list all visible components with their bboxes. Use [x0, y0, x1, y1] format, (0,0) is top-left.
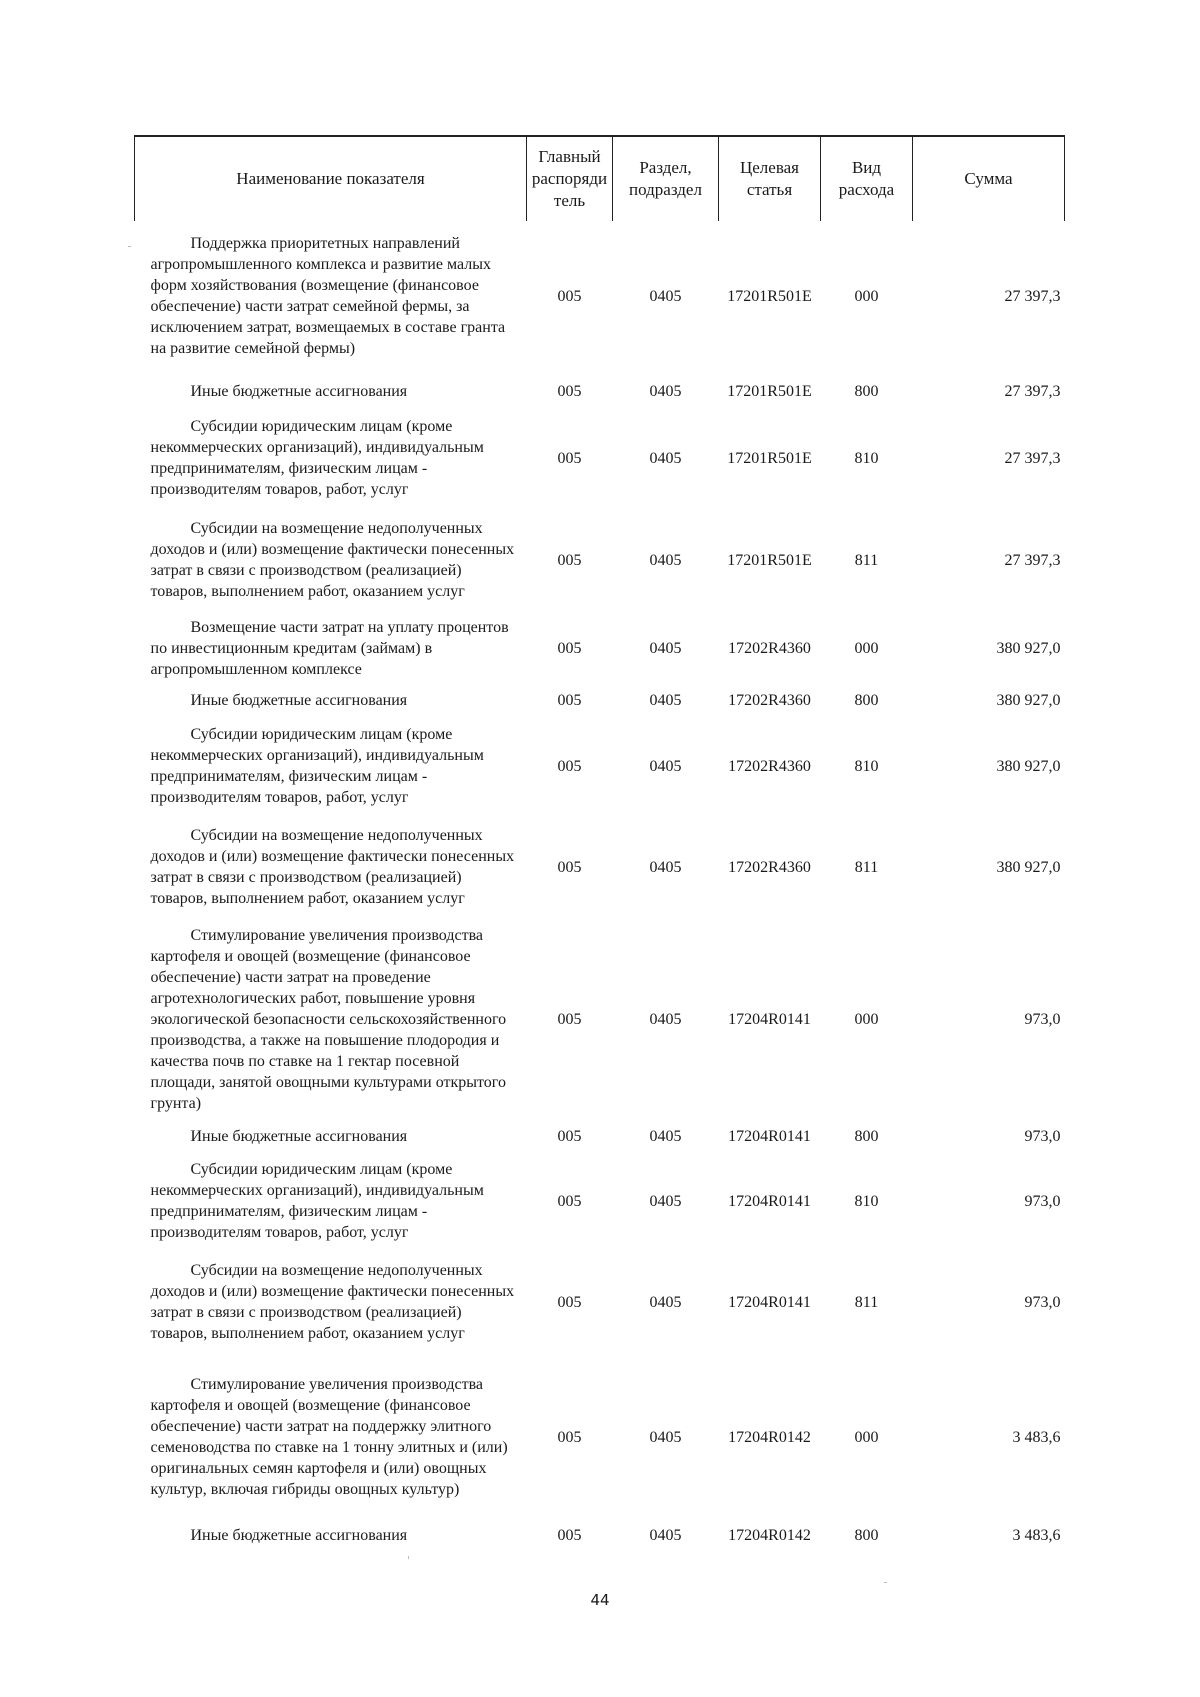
- row-name: Иные бюджетные ассигнования: [190, 1526, 408, 1544]
- row-type: 800: [854, 382, 879, 400]
- row-section: 0405: [649, 1010, 682, 1028]
- row-sum: 973,0: [1024, 1127, 1061, 1145]
- header-admin: Главный распоряди тель: [527, 136, 613, 221]
- row-type: 000: [854, 1428, 879, 1446]
- row-section: 0405: [649, 1192, 682, 1210]
- row-section: 0405: [649, 757, 682, 775]
- scan-speck: [408, 1556, 409, 1559]
- row-target: 17201R501E: [727, 287, 812, 305]
- header-type: Вид расхода: [821, 136, 913, 221]
- row-type: 811: [854, 1293, 879, 1311]
- row-name: Субсидии на возмещение недополученных доходов и (или) возмещение фактически понесенных затрат в связи с производством (реализацией) товаров, выполнением работ, оказанием услуг: [150, 1262, 515, 1342]
- row-section: 0405: [649, 691, 682, 709]
- header-target: Целевая статья: [719, 136, 821, 221]
- table-row: [135, 1155, 1065, 1247]
- row-target: 17204R0141: [728, 1293, 811, 1311]
- row-target: 17204R0142: [728, 1428, 811, 1446]
- table-row: [135, 615, 1065, 681]
- row-name: Поддержка приоритетных направлений агропромышленного комплекса и развитие малых форм хозяйствования (возмещение (финансовое обеспечение) части затрат семейной фермы, за исключением затрат, возмещаемых в составе гранта на развитие семейной фермы): [150, 235, 506, 357]
- row-sum: 27 397,3: [1004, 551, 1061, 569]
- row-name: Иные бюджетные ассигнования: [190, 382, 408, 400]
- row-sum: 27 397,3: [1004, 449, 1061, 467]
- row-target: 17202R4360: [728, 691, 811, 709]
- row-sum: 973,0: [1024, 1192, 1061, 1210]
- table-row: [135, 719, 1065, 813]
- row-target: 17201R501E: [727, 449, 812, 467]
- row-target: 17202R4360: [728, 858, 811, 876]
- row-admin: 005: [557, 1293, 582, 1311]
- row-type: 800: [854, 1526, 879, 1544]
- row-sum: 3 483,6: [1012, 1428, 1061, 1446]
- table-row: [135, 371, 1065, 411]
- row-name: Субсидии юридическим лицам (кроме некоммерческих организаций), индивидуальным предпринимателям, физическим лицам - производителям товаров, работ, услуг: [150, 418, 484, 498]
- row-target: 17201R501E: [727, 382, 812, 400]
- row-sum: 3 483,6: [1012, 1526, 1061, 1544]
- row-section: 0405: [649, 551, 682, 569]
- row-admin: 005: [557, 757, 582, 775]
- row-sum: 380 927,0: [996, 691, 1061, 709]
- row-section: 0405: [649, 449, 682, 467]
- row-type: 811: [854, 858, 879, 876]
- table-body: [135, 221, 1065, 1553]
- table-header: [135, 136, 1065, 221]
- row-sum: 27 397,3: [1004, 382, 1061, 400]
- row-target: 17204R0141: [728, 1010, 811, 1028]
- row-target: 17204R0142: [728, 1526, 811, 1544]
- table-row: [135, 221, 1065, 371]
- row-sum: 27 397,3: [1004, 287, 1061, 305]
- row-target: 17204R0141: [728, 1192, 811, 1210]
- row-section: 0405: [649, 287, 682, 305]
- row-type: 810: [854, 1192, 879, 1210]
- row-section: 0405: [649, 1293, 682, 1311]
- table-row: [135, 681, 1065, 719]
- row-name: Иные бюджетные ассигнования: [190, 1127, 408, 1145]
- row-target: 17202R4360: [728, 639, 811, 657]
- scan-speck: [884, 1582, 887, 1583]
- row-section: 0405: [649, 639, 682, 657]
- budget-table: [134, 135, 1065, 1553]
- row-sum: 973,0: [1024, 1010, 1061, 1028]
- row-name: Стимулирование увеличения производства картофеля и овощей (возмещение (финансовое обеспечение) части затрат на проведение агротехнологических работ, повышение уровня экологической безопасности сельскохозяйственного производства, а также на повышение плодородия и качества почв по ставке на 1 гектар посевной площади, занятой овощными культурами открытого грунта): [150, 926, 507, 1112]
- row-admin: 005: [557, 1127, 582, 1145]
- row-admin: 005: [557, 1526, 582, 1544]
- table-row: [135, 1357, 1065, 1517]
- header-name: Наименование показателя: [135, 136, 527, 221]
- row-admin: 005: [557, 449, 582, 467]
- row-admin: 005: [557, 287, 582, 305]
- row-sum: 973,0: [1024, 1293, 1061, 1311]
- row-admin: 005: [557, 858, 582, 876]
- table-row: [135, 505, 1065, 615]
- row-admin: 005: [557, 691, 582, 709]
- row-target: 17204R0141: [728, 1127, 811, 1145]
- row-admin: 005: [557, 551, 582, 569]
- table-row: [135, 1247, 1065, 1357]
- row-type: 000: [854, 639, 879, 657]
- row-type: 800: [854, 1127, 879, 1145]
- row-section: 0405: [649, 1428, 682, 1446]
- row-name: Стимулирование увеличения производства картофеля и овощей (возмещение (финансовое обеспечение) части затрат на поддержку элитного семеноводства по ставке на 1 тонну элитных и (или) оригинальных семян картофеля и (или) овощных культур, включая гибриды овощных культур): [150, 1376, 508, 1498]
- row-sum: 380 927,0: [996, 639, 1061, 657]
- row-sum: 380 927,0: [996, 858, 1061, 876]
- row-admin: 005: [557, 382, 582, 400]
- row-section: 0405: [649, 1127, 682, 1145]
- row-admin: 005: [557, 639, 582, 657]
- table-row: [135, 813, 1065, 921]
- table-row: [135, 1517, 1065, 1553]
- header-section: Раздел, подраздел: [613, 136, 719, 221]
- row-target: 17202R4360: [728, 757, 811, 775]
- row-target: 17201R501E: [727, 551, 812, 569]
- scan-speck: [128, 246, 131, 247]
- row-type: 000: [854, 287, 879, 305]
- row-section: 0405: [649, 858, 682, 876]
- row-type: 000: [854, 1010, 879, 1028]
- row-type: 810: [854, 757, 879, 775]
- row-admin: 005: [557, 1010, 582, 1028]
- page-number: 44: [590, 1591, 610, 1609]
- row-name: Иные бюджетные ассигнования: [190, 691, 408, 709]
- row-name: Возмещение части затрат на уплату процентов по инвестиционным кредитам (займам) в агропромышленном комплексе: [150, 618, 509, 678]
- table-row: [135, 1117, 1065, 1155]
- row-admin: 005: [557, 1192, 582, 1210]
- row-type: 810: [854, 449, 879, 467]
- row-section: 0405: [649, 1526, 682, 1544]
- row-name: Субсидии юридическим лицам (кроме некоммерческих организаций), индивидуальным предпринимателям, физическим лицам - производителям товаров, работ, услуг: [150, 726, 484, 806]
- row-type: 800: [854, 691, 879, 709]
- row-type: 811: [854, 551, 879, 569]
- table-row: [135, 411, 1065, 505]
- row-section: 0405: [649, 382, 682, 400]
- row-admin: 005: [557, 1428, 582, 1446]
- row-sum: 380 927,0: [996, 757, 1061, 775]
- row-name: Субсидии юридическим лицам (кроме некоммерческих организаций), индивидуальным предпринимателям, физическим лицам - производителям товаров, работ, услуг: [150, 1161, 484, 1241]
- row-name: Субсидии на возмещение недополученных доходов и (или) возмещение фактически понесенных затрат в связи с производством (реализацией) товаров, выполнением работ, оказанием услуг: [150, 827, 515, 907]
- header-sum: Сумма: [913, 136, 1065, 221]
- row-name: Субсидии на возмещение недополученных доходов и (или) возмещение фактически понесенных затрат в связи с производством (реализацией) товаров, выполнением работ, оказанием услуг: [150, 520, 515, 600]
- table-row: [135, 921, 1065, 1117]
